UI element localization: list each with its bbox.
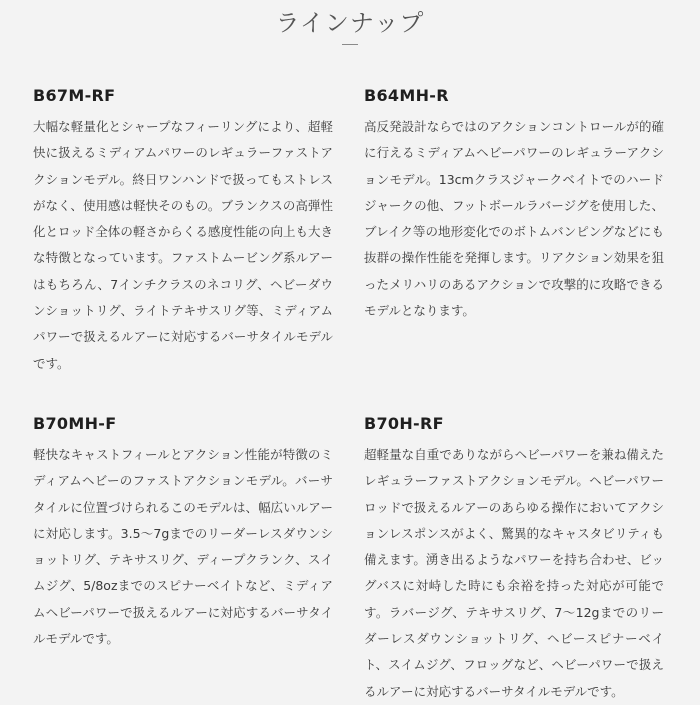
title-divider [342,44,358,45]
model-name: B64MH-R [364,86,449,105]
model-name: B70MH-F [33,414,117,433]
model-description: 軽快なキャストフィールとアクション性能が特徴のミディアムヘビーのファストアクションモデル。バーサタイルに位置づけられるこのモデルは、幅広いルアーに対応します。3.5〜7gまでのリーダーレスダウンショットリグ、テキサスリグ、ディープクランク、スイムジグ、5/8ozまでのスピナーベイトなど、ミディアムヘビーパワーで扱えるルアーに対応するバーサタイルモデルです。 [33,447,333,647]
model-description: 大幅な軽量化とシャープなフィーリングにより、超軽快に扱えるミディアムパワーのレギュラーファストアクションモデル。終日ワンハンドで扱ってもストレスがなく、使用感は軽快そのもの。ブランクスの高弾性化とロッド全体の軽さからくる感度性能の向上も大きな特徴となっています。ファストムービング系ルアーはもちろん、7インチクラスのネコリグ、ヘビーダウンショットリグ、ライトテキサスリグ等、ミディアムパワーで扱えるルアーに対応するバーサタイルモデルです。 [33,119,333,371]
model-name: B67M-RF [33,86,116,105]
model-name: B70H-RF [364,414,444,433]
model-card-b64mh-r [364,86,664,324]
model-description: 超軽量な自重でありながらヘビーパワーを兼ね備えたレギュラーファストアクションモデル。ヘビーパワーロッドで扱えるルアーのあらゆる操作においてアクションレスポンスがよく、驚異的なキャスタビリティも備えます。湧き出るようなパワーを持ち合わせ、ビッグバスに対峙した時にも余裕を持った対応が可能です。ラバージグ、テキサスリグ、7〜12gまでのリーダーレスダウンショットリグ、ヘビースピナーベイト、スイムジグ、フロッグなど、ヘビーパワーで扱えるルアーに対応するバーサタイルモデルです。 [364,447,664,699]
model-card-b70h-rf [364,414,664,705]
model-card-b67m-rf [33,86,333,377]
model-card-b70mh-f [33,414,333,652]
section-title: ラインナップ [275,9,425,37]
model-description: 高反発設計ならではのアクションコントロールが的確に行えるミディアムヘビーパワーのレギュラーアクションモデル。13cmクラスジャークベイトでのハードジャークの他、フットボールラバージグを使用した、ブレイク等の地形変化でのボトムバンピングなどにも抜群の操作性能を発揮します。リアクション効果を狙ったメリハリのあるアクションで攻撃的に攻略できるモデルとなります。 [364,119,664,319]
